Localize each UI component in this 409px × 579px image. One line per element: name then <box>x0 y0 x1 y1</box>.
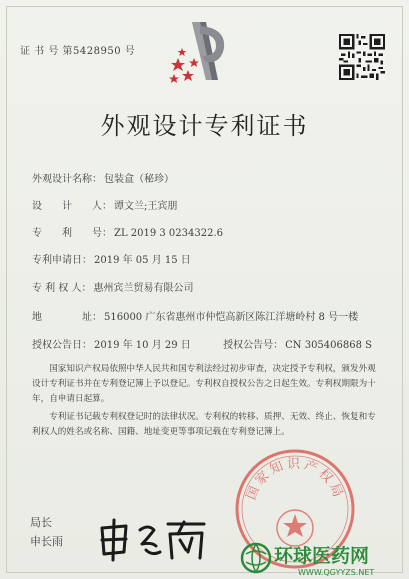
watermark-name: 环球医药网 <box>274 545 370 567</box>
design-name-field <box>32 170 174 185</box>
grant-statement <box>32 362 380 407</box>
patent-number-label: 专 利 号： <box>32 228 112 239</box>
signature-name: 申长雨 <box>30 535 63 548</box>
watermark-url: WWW.QGYYZS.NET <box>298 568 375 577</box>
address-value: 516000 广东省惠州市仲恺高新区陈江洋塘岭村 8 号一楼 <box>104 312 359 323</box>
qr-code-icon <box>339 34 385 80</box>
filing-date-field <box>32 251 191 266</box>
grant-number-label: 授权公告号： <box>223 340 284 351</box>
design-name-value: 包装盒（秘珍） <box>104 174 174 185</box>
address-field <box>32 308 358 323</box>
designer-label: 设 计 人： <box>32 201 112 212</box>
designer-field <box>32 197 177 212</box>
design-name-label: 外观设计名称： <box>32 174 102 185</box>
certificate-title: 外观设计专利证书 <box>100 112 309 140</box>
legal-paragraph: 专利证书记载专利权登记时的法律状况。专利权的转移、质押、无效、终止、恢复和专利权人的姓名或名称、国籍、地址变更等事项记载在专利登记簿上。 <box>32 412 376 437</box>
patent-number-value: ZL 2019 3 0234322.6 <box>114 228 224 239</box>
filing-date-value: 2019 年 05 月 15 日 <box>94 255 191 266</box>
grant-number-value: CN 305406868 S <box>285 340 372 351</box>
filing-date-label: 专利申请日： <box>32 255 92 266</box>
patent-number-field <box>32 224 223 239</box>
patentee-field <box>32 279 194 294</box>
grant-row <box>32 336 372 351</box>
globe-icon <box>242 544 270 572</box>
patentee-label: 专 利 权 人： <box>32 283 92 294</box>
grant-date-value: 2019 年 10 月 29 日 <box>94 340 191 351</box>
grant-paragraph: 国家知识产权局依照中华人民共和国专利法经过初步审查，决定授予专利权，颁发外观设计专利证书并在专利登记簿上予以登记。专利权自授权公告之日起生效。专利权期限为十年，自申请日起算。 <box>32 364 376 404</box>
seal-text: 国家知识产权局 <box>243 457 347 503</box>
legal-notice <box>32 410 380 440</box>
address-label: 地 址： <box>32 312 102 323</box>
handwritten-signature-icon <box>96 516 208 562</box>
signature-title: 局长 <box>30 516 52 529</box>
site-watermark <box>238 540 406 578</box>
patentee-value: 惠州宾兰贸易有限公司 <box>93 283 194 294</box>
patent-office-logo-icon <box>166 18 232 96</box>
certificate-number: 证 书 号 第5428950 号 <box>20 46 136 57</box>
grant-date-label: 授权公告日： <box>32 340 92 351</box>
designer-value: 谭文兰;王宾朋 <box>114 201 178 212</box>
